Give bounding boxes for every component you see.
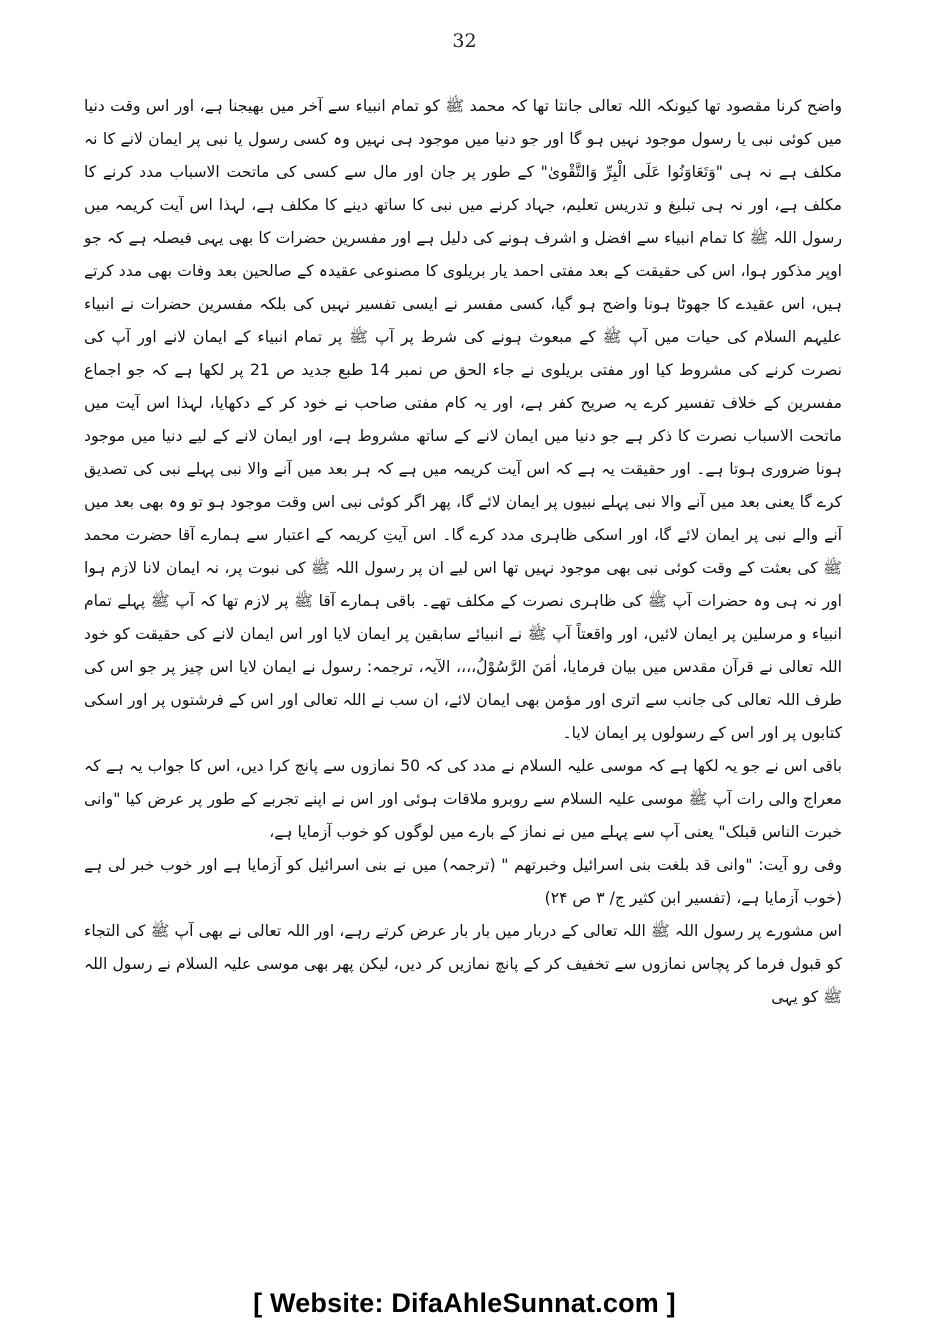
paragraph: وفی رو آیت: "وانی قد بلغت بنی اسرائیل وخبرتھم " (ترجمہ) میں نے بنی اسرائیل کو آزمایا ہے اور خوب خبر لی ہے (خوب آزمایا ہے، (تفسیر ابن کثیر ج/ ۳ ص ۲۴)	[84, 856, 842, 907]
paragraph: واضح کرنا مقصود تھا کیونکہ اللہ تعالی جانتا تھا کہ محمد ﷺ کو تمام انبیاء سے آخر میں بھیجنا ہے، اور اس وقت دنیا میں کوئی نبی یا رسول موجود نہیں ہو گا اور جو دنیا میں موجود ہی نہیں وہ کسی رسول یا نبی پر ایمان لانے کا نہ مکلف ہے نہ ہی "وَتَعَاوَنُوا عَلَى الْبِرِّ وَالتَّقْوىٰ" کے طور پر جان اور مال سے کسی کی ماتحت الاسباب مدد کرنے کا مکلف ہے، اور نہ ہی تبلیغ و تدریس تعلیم، جہاد کرنے میں نبی کا ساتھ دینے کا مکلف ہے، لہذا اس آیت کریمہ میں رسول اللہ ﷺ کا تمام انبیاء سے افضل و اشرف ہونے کی دلیل ہے اور مفسرین حضرات کا بھی یہی فیصلہ ہے کہ جو اوپر مذکور ہوا، اس کی حقیقت کے بعد مفتی احمد یار بریلوی کا مصنوعی عقیدہ کے صالحین بعد وفات بھی مدد کرتے ہیں، اس عقیدے کا جھوٹا ہونا واضح ہو گیا، کسی مفسر نے ایسی تفسیر نہیں کی بلکہ مفسرین حضرات نے انبیاء علیہم السلام کی حیات میں آپ ﷺ کے مبعوث ہونے کی شرط پر آپ ﷺ پر تمام انبیاء کے ایمان لانے اور آپ کی نصرت کرنے کی مشروط کیا اور مفتی بریلوی نے جاء الحق ص نمبر 14 طبع جدید ص 21 پر لکھا ہے کہ جو اجماع مفسرین کے خلاف تفسیر کرے یہ صریح کفر ہے، اور یہ کام مفتی صاحب نے خود کر کے دکھایا، لہذا اس آیت میں ماتحت الاسباب نصرت کا ذکر ہے جو دنیا میں ایمان لانے کے ساتھ مشروط ہے، اور ایمان لانے کے لیے دنیا میں موجود ہونا ضروری ہوتا ہے۔ اور حقیقت یہ ہے کہ اس آیت کریمہ میں ہے کہ ہر بعد میں آنے والا نبی پہلے نبی کی تصدیق کرے گا یعنی بعد میں آنے والا نبی پہلے نبیوں پر ایمان لائے گا، پھر اگر کوئی نبی اس وقت موجود ہو تو وہ بھی بعد میں آنے والے نبی پر ایمان لائے گا، اور اسکی ظاہری مدد کرے گا۔ اس آیتِ کریمہ کے اعتبار سے ہمارے آقا حضرت محمد ﷺ کی بعثت کے وقت کوئی نبی بھی موجود نہیں تھا اس لیے ان پر رسول اللہ ﷺ کی نبوت پر، نہ ایمان لانا لازم ہوا اور نہ ہی وہ حضرات آپ ﷺ کی ظاہری نصرت کے مکلف تھے۔ باقی ہمارے آقا ﷺ پر لازم تھا کہ آپ ﷺ پہلے تمام انبیاء و مرسلین پر ایمان لائیں، اور واقعتاً آپ ﷺ نے انبیائے سابقین پر ایمان لایا اور اس ایمان لانے کی حقیقت کو خود اللہ تعالی نے قرآن مقدس میں بیان فرمایا، اٰمَنَ الرَّسُوْلُ،،،، الآیہ، ترجمہ: رسول نے ایمان لایا اس چیز پر جو اس کی طرف اللہ تعالی کی جانب سے اتری اور مؤمن بھی ایمان لائے، ان سب نے اللہ تعالی اور اس کے فرشتوں پر اور اسکی کتابوں پر اور اس کے رسولوں پر ایمان لایا۔	[84, 97, 842, 742]
paragraph: اس مشورے پر رسول اللہ ﷺ اللہ تعالی کے دربار میں بار بار عرض کرتے رہے، اور اللہ تعالی نے بھی آپ ﷺ کی التجاء کو قبول فرما کر پچاس نمازوں سے تخفیف کر کے پانچ نمازیں کر دیں، لیکن پھر بھی موسی علیہ السلام نے رسول اللہ ﷺ کو یہی	[84, 922, 842, 1006]
body-text	[84, 90, 842, 1014]
paragraph: باقی اس نے جو یہ لکھا ہے کہ موسی علیہ السلام نے مدد کی کہ 50 نمازوں سے پانچ کرا دیں، اس کا جواب یہ ہے کہ معراج والی رات آپ ﷺ موسی علیہ السلام سے روبرو ملاقات ہوئی اور اس نے اپنے تجربے کے طور پر عرض کیا "وانی خبرت الناس قبلک" یعنی آپ سے پہلے میں نے نماز کے بارے میں لوگوں کو خوب آزمایا ہے،	[84, 757, 842, 841]
website-banner: [ Website: DifaAhleSunnat.com ]	[253, 1288, 676, 1318]
page-number: 32	[452, 30, 477, 52]
